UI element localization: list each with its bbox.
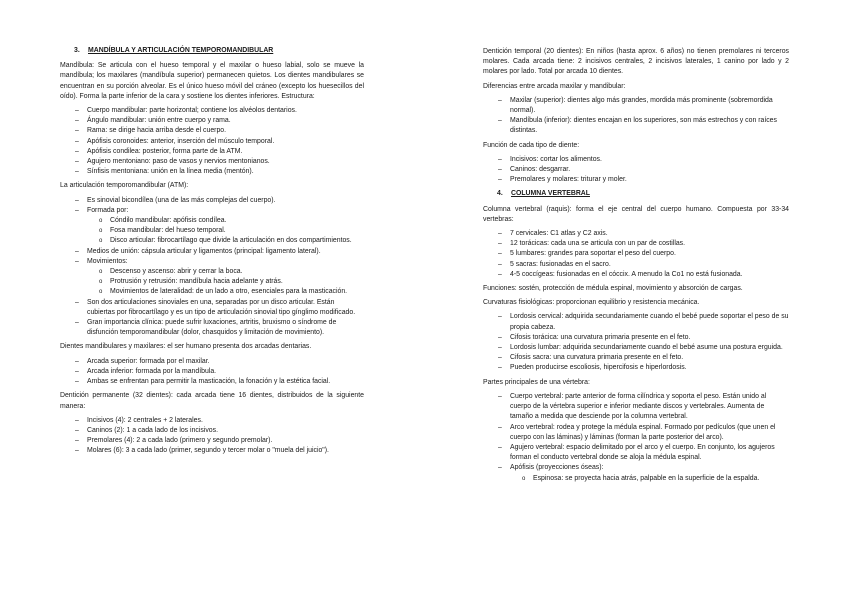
columna-intro: Columna vertebral (raquis): forma el eje central del cuerpo humano. Compuesta por 33-34 vertebras:: [483, 205, 789, 223]
list-item: [87, 436, 364, 446]
sub-list-item: o Descenso y ascenso: abrir y cerrar la boca.: [110, 267, 364, 277]
arcadas-list: [60, 357, 364, 388]
list-item-text: 5 sacras: fusionadas en el sacro.: [510, 260, 611, 268]
list-item: [510, 443, 789, 463]
list-item-text: Caninos (2): 1 a cada lado de los incisivos.: [87, 426, 218, 434]
list-item: [87, 247, 364, 257]
list-item-text: Agujero mentoniano: paso de vasos y nervios mentonianos.: [87, 158, 270, 166]
structure-list: [60, 106, 364, 177]
list-item-text: 7 cervicales: C1 atlas y C2 axis.: [510, 230, 608, 238]
curvaturas-intro: Curvaturas fisiológicas: proporcionan equilibrio y resistencia mecánica.: [483, 299, 700, 307]
list-item: [510, 96, 789, 116]
list-item: [87, 137, 364, 147]
list-item-text: Cifosis torácica: una curvatura primaria presente en el feto.: [510, 333, 691, 341]
list-item-text: Pueden producirse escoliosis, hipercifosis e hiperlordosis.: [510, 364, 687, 372]
list-item-text: 12 torácicas: cada una se articula con un par de costillas.: [510, 240, 686, 248]
temporal-dentition: Dentición temporal (20 dientes): En niños (hasta aprox. 6 años) no tienen premolares ni terceros molares. Cada arcada tiene: 2 incisivos centrales, 2 incisivos laterales, 1 canino por lado y 2 molares por lado. Total por arcada 10 dientes.: [483, 48, 789, 76]
list-item-text: Lordosis cervical: adquirida secundariamente cuando el bebé puede soportar el peso de su propia cabeza.: [510, 313, 789, 331]
list-item-text: Lordosis lumbar: adquirida secundariamente cuando el bebé asume una postura erguida.: [510, 344, 783, 352]
section-title: COLUMNA VERTEBRAL: [511, 190, 590, 198]
list-item: [510, 353, 789, 363]
sub-list-item: o Cóndilo mandibular: apófisis condílea.: [110, 216, 364, 226]
list-item: [87, 106, 364, 116]
sub-list-item: o Protrusión y retrusión: mandíbula hacia adelante y atrás.: [110, 277, 364, 287]
sub-list-item: o Espinosa: se proyecta hacia atrás, palpable en la superficie de la espalda.: [533, 474, 789, 484]
vertebras-list: [483, 229, 789, 280]
sub-list: [510, 474, 789, 484]
sub-list-item: o Disco articular: fibrocartílago que divide la articulación en dos compartimientos.: [110, 236, 364, 246]
partes-list: [483, 392, 789, 484]
section-heading-3: [74, 46, 364, 56]
list-item-text: Apófisis condilea: posterior, forma parte de la ATM.: [87, 147, 243, 155]
list-item: [87, 167, 364, 177]
sub-list-item: o Movimientos de lateralidad: de un lado a otro, esenciales para la masticación.: [110, 287, 364, 297]
list-item: [510, 116, 789, 136]
list-item-text: Son dos articulaciones sinoviales en una, separadas por un disco articular. Están cubiertas por fibrocartílago y es un tipo de articulación sinovial tipo gínglimo modificado.: [87, 298, 356, 316]
list-item-text: Ángulo mandibular: unión entre cuerpo y rama.: [87, 117, 231, 125]
section-title: MANDÍBULA Y ARTICULACIÓN TEMPOROMANDIBULAR: [88, 47, 274, 54]
list-item-text: Maxilar (superior): dientes algo más grandes, mordida más prominente (sobremordida normal).: [510, 96, 773, 115]
list-item-text: Cifosis sacra: una curvatura primaria presente en el feto.: [510, 354, 684, 362]
list-item-text: Premolares (4): 2 a cada lado (primero y segundo premolar).: [87, 437, 273, 445]
list-item: [87, 416, 364, 426]
section-heading-4: [497, 189, 789, 199]
list-item: [510, 175, 789, 185]
list-item: [87, 298, 364, 318]
list-item: [510, 343, 789, 353]
list-item: [87, 206, 364, 247]
atm-intro: La articulación temporomandibular (ATM):: [60, 182, 189, 190]
list-item-text: Apófisis (proyecciones óseas):: [510, 464, 604, 472]
list-item-text: Movimientos:: [87, 257, 128, 265]
permanent-teeth-list: [60, 416, 364, 457]
list-item-text: Ambas se enfrentan para permitir la masticación, la fonación y la estética facial.: [87, 378, 331, 386]
list-item-text: Mandíbula (inferior): dientes encajan en los superiores, son más estrechos y con raíces distintas.: [510, 117, 777, 135]
list-item: [510, 155, 789, 165]
list-item: [87, 446, 364, 456]
sub-list: [87, 216, 364, 247]
list-item: [510, 423, 789, 443]
list-item: [510, 239, 789, 249]
list-item: [510, 392, 789, 423]
list-item-text: Rama: se dirige hacia arriba desde el cuerpo.: [87, 127, 227, 135]
list-item: [510, 312, 789, 332]
list-item-text: Es sinovial bicondílea (una de las más complejas del cuerpo).: [87, 196, 276, 204]
list-item: [87, 367, 364, 377]
function-list: [483, 155, 789, 186]
list-item-text: Gran importancia clínica: puede sufrir luxaciones, artritis, bruxismo o síndrome de disfunción temporomandibular (dolor, chasquidos y limitación de movimiento).: [87, 319, 337, 337]
mandibula-intro: Mandíbula: Se articula con el hueso temporal y el maxilar o hueso labial, solo se mueve la mandíbula; los maxilares (mandíbula superior) permanecen quietos. Los dientes mandibulares se encuentran en su porción alveolar. Es el único hueso móvil del cráneo (excepto los huesecillos del oído). Forma la parte inferior de la cara y sostiene los dientes inferiores. Estructura:: [60, 62, 364, 100]
sub-list: [87, 267, 364, 298]
list-item: [510, 270, 789, 280]
list-item-text: Arco vertebral: rodea y protege la médula espinal. Formado por pedículos (que unen el cuerpo con las láminas) y láminas (forman la parte posterior del arco).: [510, 423, 776, 441]
partes-intro: Partes principales de una vértebra:: [483, 378, 590, 386]
section-number: 4.: [497, 190, 503, 198]
list-item-text: Apófisis coronoides: anterior, inserción del músculo temporal.: [87, 137, 275, 145]
list-item-text: 5 lumbares: grandes para soportar el peso del cuerpo.: [510, 250, 676, 258]
sub-list-item: o Fosa mandibular: del hueso temporal.: [110, 226, 364, 236]
list-item: [87, 257, 364, 298]
differences-list: [483, 96, 789, 137]
list-item: [87, 377, 364, 387]
list-item: [87, 196, 364, 206]
list-item-text: Caninos: desgarrar.: [510, 166, 571, 174]
list-item-text: Formada por:: [87, 206, 129, 214]
list-item-text: Cuerpo mandibular: parte horizontal; contiene los alvéolos dentarios.: [87, 107, 297, 115]
curvaturas-list: [483, 312, 789, 373]
list-item: [87, 157, 364, 167]
list-item: [87, 126, 364, 136]
permanent-intro: Dentición permanente (32 dientes): cada arcada tiene 16 dientes, distribuidos de la siguiente manera:: [60, 392, 364, 410]
list-item: [87, 116, 364, 126]
list-item-text: 4-5 coccígeas: fusionadas en el cóccix. A menudo la Co1 no está fusionada.: [510, 270, 743, 278]
list-item: [510, 249, 789, 259]
list-item-text: Molares (6): 3 a cada lado (primer, segundo y tercer molar o "muela del juicio").: [87, 447, 329, 455]
list-item: [87, 426, 364, 436]
list-item: [510, 165, 789, 175]
list-item: [510, 260, 789, 270]
list-item: [87, 318, 364, 338]
differences-intro: Diferencias entre arcada maxilar y mandibular:: [483, 82, 626, 90]
left-column: [60, 46, 364, 461]
list-item-text: Arcada inferior: formada por la mandíbula.: [87, 367, 217, 375]
list-item: [87, 147, 364, 157]
list-item-text: Incisivos: cortar los alimentos.: [510, 155, 602, 163]
list-item: [510, 363, 789, 373]
list-item-text: Medios de unión: cápsula articular y ligamentos (principal: ligamento lateral).: [87, 247, 321, 255]
list-item: [87, 357, 364, 367]
list-item-text: Arcada superior: formada por el maxilar.: [87, 357, 210, 365]
list-item-text: Incisivos (4): 2 centrales + 2 laterales.: [87, 416, 203, 424]
list-item-text: Sínfisis mentoniana: unión en la línea media (mentón).: [87, 168, 254, 176]
funciones-text: Funciones: sostén, protección de médula espinal, movimiento y absorción de cargas.: [483, 285, 743, 293]
list-item: [510, 463, 789, 483]
list-item-text: Agujero vertebral: espacio delimitado por el arco y el cuerpo. En conjunto, los agujeros forman el conducto vertebral donde se aloja la médula espinal.: [510, 443, 775, 462]
list-item-text: Cuerpo vertebral: parte anterior de forma cilíndrica y soporta el peso. Están unido al cuerpo de la vértebra superior e inferior mediante discos y vertebrales. Aumenta de tamaño a medida que desciende por la columna vertebral.: [510, 392, 767, 421]
teeth-intro: Dientes mandibulares y maxilares: el ser humano presenta dos arcadas dentarias.: [60, 343, 312, 351]
list-item: [510, 229, 789, 239]
function-intro: Función de cada tipo de diente:: [483, 141, 580, 149]
atm-list: [60, 196, 364, 339]
list-item: [510, 333, 789, 343]
right-column: [483, 47, 789, 488]
section-number: 3.: [74, 47, 80, 54]
list-item-text: Premolares y molares: triturar y moler.: [510, 176, 627, 184]
